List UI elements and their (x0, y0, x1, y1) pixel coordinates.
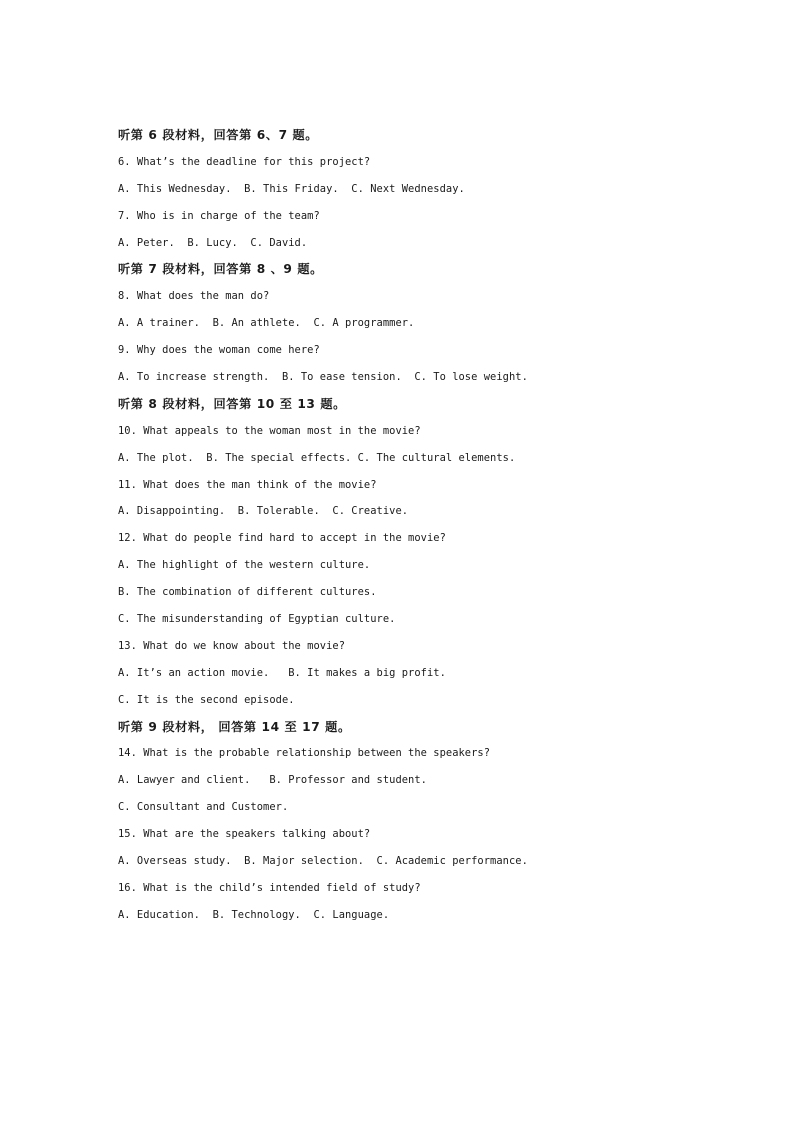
options-11: A. Disappointing. B. Tolerable. C. Creative. (118, 505, 409, 518)
document-page (118, 122, 738, 929)
options-8: A. A trainer. B. An athlete. C. A programmer. (118, 317, 415, 330)
option-14-c: C. Consultant and Customer. (118, 801, 289, 814)
question-13: 13. What do we know about the movie? (118, 639, 346, 652)
question-8: 8. What does the man do? (118, 290, 270, 303)
question-9: 9. Why does the woman come here? (118, 344, 320, 357)
question-7: 7. Who is in charge of the team? (118, 209, 320, 222)
question-10: 10. What appeals to the woman most in the movie? (118, 424, 421, 437)
option-12-a: A. The highlight of the western culture. (118, 559, 371, 572)
options-7: A. Peter. B. Lucy. C. David. (118, 236, 308, 249)
option-12-c: C. The misunderstanding of Egyptian culture. (118, 613, 396, 626)
question-15: 15. What are the speakers talking about? (118, 828, 371, 841)
question-6: 6. What’s the deadline for this project? (118, 155, 371, 168)
section-heading-8: 听第 8 段材料，回答第 10 至 13 题。 (118, 396, 346, 411)
question-16: 16. What is the child’s intended field of study? (118, 881, 421, 894)
options-14-ab: A. Lawyer and client. B. Professor and student. (118, 774, 427, 787)
options-6: A. This Wednesday. B. This Friday. C. Next Wednesday. (118, 182, 465, 195)
options-13-ab: A. It’s an action movie. B. It makes a big profit. (118, 666, 446, 679)
question-14: 14. What is the probable relationship between the speakers? (118, 747, 491, 760)
options-10: A. The plot. B. The special effects. C. The cultural elements. (118, 451, 516, 464)
option-12-b: B. The combination of different cultures. (118, 586, 377, 599)
options-16: A. Education. B. Technology. C. Language. (118, 908, 390, 921)
section-heading-6: 听第 6 段材料，回答第 6、7 题。 (118, 128, 319, 142)
question-11: 11. What does the man think of the movie? (118, 478, 377, 491)
question-12: 12. What do people find hard to accept in the movie? (118, 532, 446, 545)
options-15: A. Overseas study. B. Major selection. C. Academic performance. (118, 855, 528, 868)
options-9: A. To increase strength. B. To ease tension. C. To lose weight. (118, 371, 528, 384)
section-heading-7: 听第 7 段材料，回答第 8 、9 题。 (118, 262, 323, 277)
option-13-c: C. It is the second episode. (118, 693, 295, 706)
section-heading-9: 听第 9 段材料， 回答第 14 至 17 题。 (118, 719, 351, 734)
